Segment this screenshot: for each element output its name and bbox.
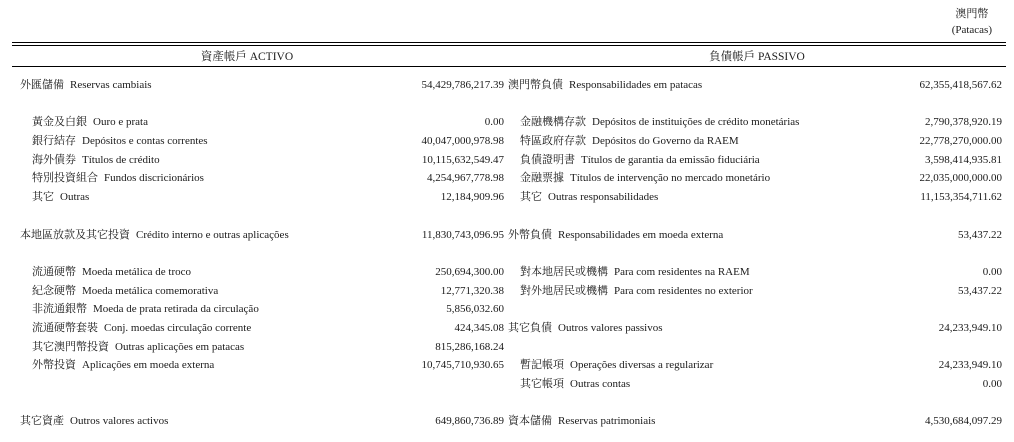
row-label: [520, 151, 760, 170]
row-value: 4,254,967,778.98: [427, 172, 504, 185]
top-rule: [12, 42, 1006, 43]
line-item-row: [508, 113, 1002, 132]
row-value: 22,778,270,000.00: [919, 135, 1002, 148]
label-pt: Depósitos de instituições de crédito monetárias: [592, 116, 800, 129]
label-zh: 特別投資組合: [32, 172, 98, 185]
row-value: 4,530,684,097.29: [925, 415, 1002, 428]
line-item-row: [20, 151, 504, 170]
line-item-row: [508, 375, 1002, 394]
row-value: 3,598,414,935.81: [925, 153, 1002, 166]
row-label: [32, 263, 191, 282]
row-label: [520, 113, 799, 132]
assets-column: [20, 76, 504, 431]
spacer-row: [508, 244, 1002, 263]
row-label: [32, 132, 208, 151]
section-total-row: [508, 226, 1002, 245]
row-label: [32, 338, 244, 357]
label-pt: Crédito interno e outras aplicações: [136, 228, 289, 241]
label-zh: 海外債券: [32, 153, 76, 166]
label-pt: Outras responsabilidades: [548, 191, 659, 204]
row-value: 250,694,300.00: [435, 265, 504, 278]
label-pt: Moeda metálica comemorativa: [82, 284, 219, 297]
label-pt: Depósitos do Governo da RAEM: [592, 135, 739, 148]
row-label: [20, 76, 152, 95]
label-zh: 紀念硬幣: [32, 284, 76, 297]
label-pt: Ouro e prata: [93, 116, 148, 129]
line-item-row: [20, 356, 504, 375]
label-zh: 負債證明書: [520, 153, 575, 166]
line-item-row: [20, 169, 504, 188]
label-pt: Para com residentes no exterior: [614, 284, 753, 297]
row-value: 10,115,632,549.47: [421, 153, 504, 166]
row-label: [20, 226, 289, 245]
row-label: [520, 282, 753, 301]
label-pt: Outras: [60, 191, 90, 204]
spacer-row: [20, 207, 504, 226]
row-value: 62,355,418,567.62: [919, 79, 1002, 91]
label-pt: Moeda de prata retirada da circulação: [93, 303, 259, 316]
label-pt: Outras contas: [570, 378, 631, 390]
label-pt: Conj. moedas circulação corrente: [104, 321, 252, 334]
label-zh: 外匯儲備: [20, 79, 64, 91]
row-label: [520, 356, 713, 375]
label-zh: 非流通銀幣: [32, 303, 87, 316]
spacer-row: [20, 394, 504, 413]
row-value: 22,035,000,000.00: [919, 172, 1002, 185]
line-item-row: [508, 188, 1002, 207]
top-rule-double: [12, 45, 1006, 46]
label-zh: 對外地居民或機構: [520, 284, 608, 297]
row-label: [32, 151, 160, 170]
section-total-row: [20, 226, 504, 245]
line-item-row: [508, 356, 1002, 375]
line-item-row: [508, 151, 1002, 170]
label-pt: Moeda metálica de troco: [82, 265, 192, 278]
section-total-row: [20, 76, 504, 95]
line-item-row: [20, 282, 504, 301]
label-pt: Títulos de intervenção no mercado monetário: [570, 172, 771, 185]
row-label: [20, 412, 168, 431]
liabilities-header: 負債帳戶 PASSIVO: [709, 51, 805, 63]
row-label: [520, 375, 630, 394]
label-zh: 其它負債: [508, 321, 552, 334]
label-pt: Outros valores passivos: [558, 321, 663, 334]
row-label: [32, 169, 204, 188]
label-zh: 外幣投資: [32, 359, 76, 372]
row-label: [32, 300, 259, 319]
section-total-row: [508, 412, 1002, 431]
spacer-row: [20, 95, 504, 114]
row-value: 12,771,320.38: [440, 284, 504, 297]
line-item-row: [20, 263, 504, 282]
line-item-row: [20, 113, 504, 132]
line-item-row: [20, 300, 504, 319]
row-value: 10,745,710,930.65: [421, 359, 504, 372]
label-zh: 其它澳門幣投資: [32, 340, 109, 353]
row-value: 11,830,743,096.95: [421, 228, 504, 241]
row-label: [520, 263, 750, 282]
label-zh: 流通硬幣套裝: [32, 321, 98, 334]
section-total-row: [20, 412, 504, 431]
row-label: [508, 76, 702, 95]
label-zh: 特區政府存款: [520, 135, 586, 148]
label-pt: Reservas patrimoniais: [558, 415, 656, 428]
spacer-row: [20, 375, 504, 394]
row-label: [508, 319, 663, 338]
label-pt: Responsabilidades em moeda externa: [558, 228, 724, 241]
line-item-row: [508, 263, 1002, 282]
row-label: [32, 356, 214, 375]
row-value: 54,429,786,217.39: [421, 79, 504, 91]
row-label: [32, 282, 218, 301]
label-zh: 金融票據: [520, 172, 564, 185]
row-value: 649,860,736.89: [435, 415, 504, 428]
row-value: 24,233,949.10: [938, 359, 1002, 372]
line-item-row: [508, 132, 1002, 151]
row-label: [32, 188, 89, 207]
row-value: 53,437.22: [958, 228, 1002, 241]
section-total-row: [508, 319, 1002, 338]
spacer-row: [20, 244, 504, 263]
row-value: 2,790,378,920.19: [925, 116, 1002, 129]
row-value: 53,437.22: [958, 284, 1002, 297]
label-pt: Responsabilidades em patacas: [569, 79, 703, 91]
label-pt: Depósitos e contas correntes: [82, 135, 208, 148]
section-total-row: [508, 76, 1002, 95]
label-zh: 流通硬幣: [32, 265, 76, 278]
label-zh: 其它: [32, 191, 54, 204]
row-value: 0.00: [982, 265, 1002, 278]
row-label: [520, 169, 770, 188]
label-zh: 其它資產: [20, 415, 64, 428]
label-pt: Fundos discricionários: [104, 172, 204, 185]
row-value: 0.00: [982, 378, 1002, 390]
header-rule: [12, 66, 1006, 67]
row-label: [508, 412, 655, 431]
line-item-row: [508, 169, 1002, 188]
spacer-row: [508, 207, 1002, 226]
row-label: [32, 319, 251, 338]
label-zh: 金融機構存款: [520, 116, 586, 129]
label-zh: 澳門幣負債: [508, 79, 563, 91]
label-zh: 黃金及白銀: [32, 116, 87, 129]
currency-unit-pt: (Patacas): [951, 24, 992, 36]
label-zh: 外幣負債: [508, 228, 552, 241]
label-zh: 資本儲備: [508, 415, 552, 428]
label-zh: 本地區放款及其它投資: [20, 228, 130, 241]
label-pt: Aplicações em moeda externa: [82, 359, 215, 372]
label-zh: 銀行結存: [32, 135, 76, 148]
row-value: 11,153,354,711.62: [920, 191, 1002, 204]
currency-unit-zh: 澳門幣: [955, 8, 989, 20]
assets-header: 資產帳戶 ACTIVO: [200, 51, 294, 63]
spacer-row: [508, 394, 1002, 413]
row-value: 815,286,168.24: [435, 340, 504, 353]
row-value: 24,233,949.10: [938, 321, 1002, 334]
row-value: 12,184,909.96: [440, 191, 504, 204]
label-pt: Outros valores activos: [70, 415, 169, 428]
liabilities-column: [508, 76, 1002, 431]
row-value: 424,345.08: [454, 321, 504, 334]
row-value: 40,047,000,978.98: [421, 135, 504, 148]
spacer-row: [508, 338, 1002, 357]
label-pt: Títulos de crédito: [82, 153, 160, 166]
line-item-row: [508, 282, 1002, 301]
row-value: 5,856,032.60: [446, 303, 504, 316]
line-item-row: [20, 132, 504, 151]
label-zh: 暫記帳項: [520, 359, 564, 372]
label-pt: Operações diversas a regularizar: [570, 359, 714, 372]
line-item-row: [20, 319, 504, 338]
row-label: [32, 113, 148, 132]
label-zh: 其它帳項: [520, 378, 564, 390]
label-pt: Para com residentes na RAEM: [614, 265, 750, 278]
row-value: 0.00: [484, 116, 504, 129]
label-pt: Títulos de garantia da emissão fiduciária: [581, 153, 760, 166]
line-item-row: [20, 188, 504, 207]
row-label: [508, 226, 723, 245]
label-zh: 其它: [520, 191, 542, 204]
spacer-row: [508, 300, 1002, 319]
label-pt: Outras aplicações em patacas: [115, 340, 245, 353]
line-item-row: [20, 338, 504, 357]
label-zh: 對本地居民或機構: [520, 265, 608, 278]
currency-unit: [952, 6, 992, 38]
spacer-row: [508, 95, 1002, 114]
row-label: [520, 188, 658, 207]
label-pt: Reservas cambiais: [70, 79, 152, 91]
row-label: [520, 132, 739, 151]
